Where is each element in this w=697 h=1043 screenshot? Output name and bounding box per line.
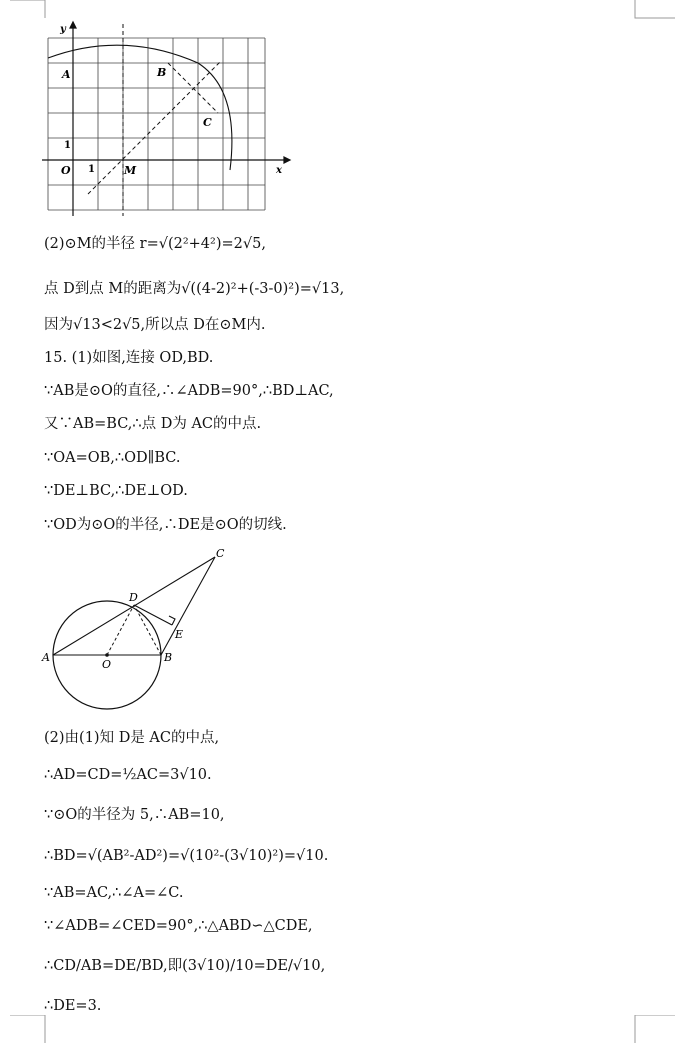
label-tick-x: 1	[88, 164, 95, 175]
label-point-c: C	[203, 116, 212, 129]
solution-line-7: ∵OA=OB,∴OD∥BC.	[44, 450, 181, 466]
solution-line-16: ∴CD/AB=DE/BD,即(3√10)/10=DE/√10,	[44, 958, 326, 974]
solution-line-6: 又∵AB=BC,∴点 D为 AC的中点.	[44, 416, 262, 432]
solution-line-2: 点 D到点 M的距离为√((4-2)²+(-3-0)²)=√13,	[44, 281, 345, 297]
solution-line-11: ∴AD=CD=½AC=3√10.	[44, 767, 212, 783]
solution-line-12: ∵⊙O的半径为 5,∴AB=10,	[44, 807, 225, 823]
solution-line-1: (2)⊙M的半径 r=√(2²+4²)=2√5,	[44, 236, 266, 252]
label-point-b: B	[157, 66, 167, 79]
solution-line-13: ∴BD=√(AB²-AD²)=√(10²-(3√10)²)=√10.	[44, 848, 329, 864]
label-d: D	[129, 591, 138, 604]
label-y: y	[60, 24, 66, 35]
corner-mark-top-right	[630, 0, 690, 25]
solution-line-8: ∵DE⊥BC,∴DE⊥OD.	[44, 483, 188, 499]
label-point-m: M	[124, 164, 137, 177]
grid-arc-figure	[40, 20, 300, 220]
solution-line-9: ∵OD为⊙O的半径,∴DE是⊙O的切线.	[44, 517, 287, 533]
solution-line-15: ∵∠ADB=∠CED=90°,∴△ABD∽△CDE,	[44, 918, 313, 934]
label-b: B	[164, 651, 173, 664]
label-o: O	[102, 658, 112, 671]
solution-line-14: ∵AB=AC,∴∠A=∠C.	[44, 885, 184, 901]
corner-mark-bottom-right	[630, 1015, 690, 1043]
label-x: x	[276, 165, 282, 176]
problem-15-heading: 15. (1)如图,连接 OD,BD.	[44, 350, 214, 366]
solution-line-10: (2)由(1)知 D是 AC的中点,	[44, 730, 220, 746]
solution-line-17: ∴DE=3.	[44, 998, 102, 1014]
solution-line-3: 因为√13<2√5,所以点 D在⊙M内.	[44, 317, 266, 333]
label-e: E	[175, 628, 184, 641]
corner-mark-bottom-left	[0, 1015, 50, 1043]
label-a: A	[42, 651, 50, 664]
label-c: C	[216, 547, 225, 560]
solution-line-5: ∵AB是⊙O的直径,∴∠ADB=90°,∴BD⊥AC,	[44, 383, 334, 399]
label-origin: O	[61, 164, 71, 177]
circle-tangent-figure	[38, 545, 238, 715]
label-point-a: A	[62, 68, 71, 81]
label-tick-y: 1	[64, 140, 71, 151]
